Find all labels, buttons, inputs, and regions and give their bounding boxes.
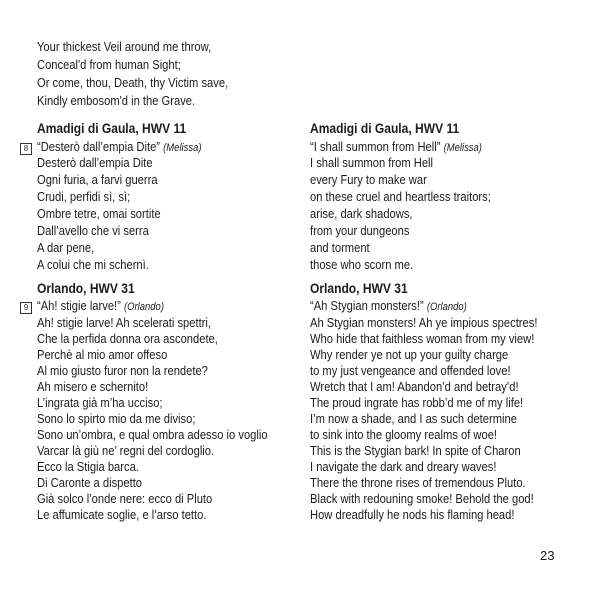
intro-line: Conceal'd from human Sight;: [37, 57, 181, 72]
aria-quote: [37, 298, 164, 315]
aria-role: (Orlando): [124, 301, 164, 313]
intro-line: Your thickest Veil around me throw,: [37, 39, 212, 54]
lyric-line: Desterò dall’empia Dite: [37, 155, 153, 170]
lyric-line: Che la perfida donna ora ascondete,: [37, 331, 218, 346]
lyric-line: A dar pene,: [37, 240, 95, 255]
lyric-line: This is the Stygian bark! In spite of Charon: [310, 443, 521, 458]
lyric-line: Why render ye not up your guilty charge: [310, 347, 509, 362]
aria-role: (Orlando): [426, 301, 467, 313]
track-number-badge: 9: [20, 302, 32, 314]
lyric-line: to my just vengeance and offended love!: [310, 363, 511, 378]
lyric-line: Ogni furia, a farvi guerra: [37, 172, 158, 187]
lyric-line: Sono un’ombra, e qual ombra adesso io voglio: [37, 427, 268, 442]
lyric-line: Le affumicate soglie, e l’arso tetto.: [37, 507, 207, 522]
intro-line: Kindly embosom'd in the Grave.: [37, 93, 196, 108]
aria-title: “Ah! stigie larve!”: [37, 298, 121, 313]
aria-quote: [37, 139, 202, 156]
lyric-line: I navigate the dark and dreary waves!: [310, 459, 497, 474]
lyric-line: arise, dark shadows,: [310, 206, 413, 221]
lyric-line: to sink into the gloomy realms of woe!: [310, 427, 498, 442]
aria-title: “Ah Stygian monsters!”: [310, 298, 424, 313]
lyric-line: Black with redouning smoke! Behold the god!: [310, 491, 534, 506]
lyric-line: L’ingrata già m’ha ucciso;: [37, 395, 163, 410]
lyric-line: Ah Stygian monsters! Ah ye impious spectres!: [310, 315, 538, 330]
lyric-line: those who scorn me.: [310, 257, 414, 272]
lyric-line: Ah misero e schernito!: [37, 379, 149, 394]
track-number-badge: 8: [20, 143, 32, 155]
aria-role: (Melissa): [443, 142, 482, 154]
lyric-line: Sono lo spirto mio da me diviso;: [37, 411, 196, 426]
lyric-line: Ecco la Stigia barca.: [37, 459, 139, 474]
lyric-line: Di Caronte a dispetto: [37, 475, 143, 490]
lyric-line: There the throne rises of tremendous Pluto.: [310, 475, 526, 490]
lyric-line: Dall’avello che vi serra: [37, 223, 149, 238]
lyric-line: Crudi, perfidi sì, sì;: [37, 189, 131, 204]
lyric-line: every Fury to make war: [310, 172, 427, 187]
aria-quote: [310, 139, 482, 156]
lyric-line: Who hide that faithless woman from my view!: [310, 331, 535, 346]
lyric-line: Già solco l’onde nere: ecco di Pluto: [37, 491, 213, 506]
lyric-line: How dreadfully he nods his flaming head!: [310, 507, 515, 522]
lyric-line: The proud ingrate has robb’d me of my life!: [310, 395, 524, 410]
lyric-line: and torment: [310, 240, 370, 255]
section-title: Orlando, HWV 31: [37, 280, 135, 296]
lyric-line: from your dungeons: [310, 223, 410, 238]
section-title: Orlando, HWV 31: [310, 280, 408, 296]
lyric-line: on these cruel and heartless traitors;: [310, 189, 491, 204]
intro-line: Or come, thou, Death, thy Victim save,: [37, 75, 229, 90]
page-number: 23: [540, 548, 555, 563]
lyric-line: Ombre tetre, omai sortite: [37, 206, 161, 221]
lyric-line: Ah! stigie larve! Ah scelerati spettri,: [37, 315, 211, 330]
section-title: Amadigi di Gaula, HWV 11: [37, 120, 187, 136]
aria-title: “I shall summon from Hell”: [310, 139, 441, 154]
lyric-line: Varcar là giù ne’ regni del cordoglio.: [37, 443, 215, 458]
aria-quote: [310, 298, 467, 315]
aria-role: (Melissa): [163, 142, 202, 154]
lyric-line: Perchè al mio amor offeso: [37, 347, 168, 362]
lyric-line: A colui che mi schernì.: [37, 257, 149, 272]
aria-title: “Desterò dall’empia Dite”: [37, 139, 161, 154]
lyric-line: Al mio giusto furor non la rendete?: [37, 363, 208, 378]
lyric-line: I’m now a shade, and I as such determine: [310, 411, 517, 426]
lyric-line: Wretch that I am! Abandon’d and betray’d!: [310, 379, 519, 394]
section-title: Amadigi di Gaula, HWV 11: [310, 120, 460, 136]
lyric-line: I shall summon from Hell: [310, 155, 434, 170]
